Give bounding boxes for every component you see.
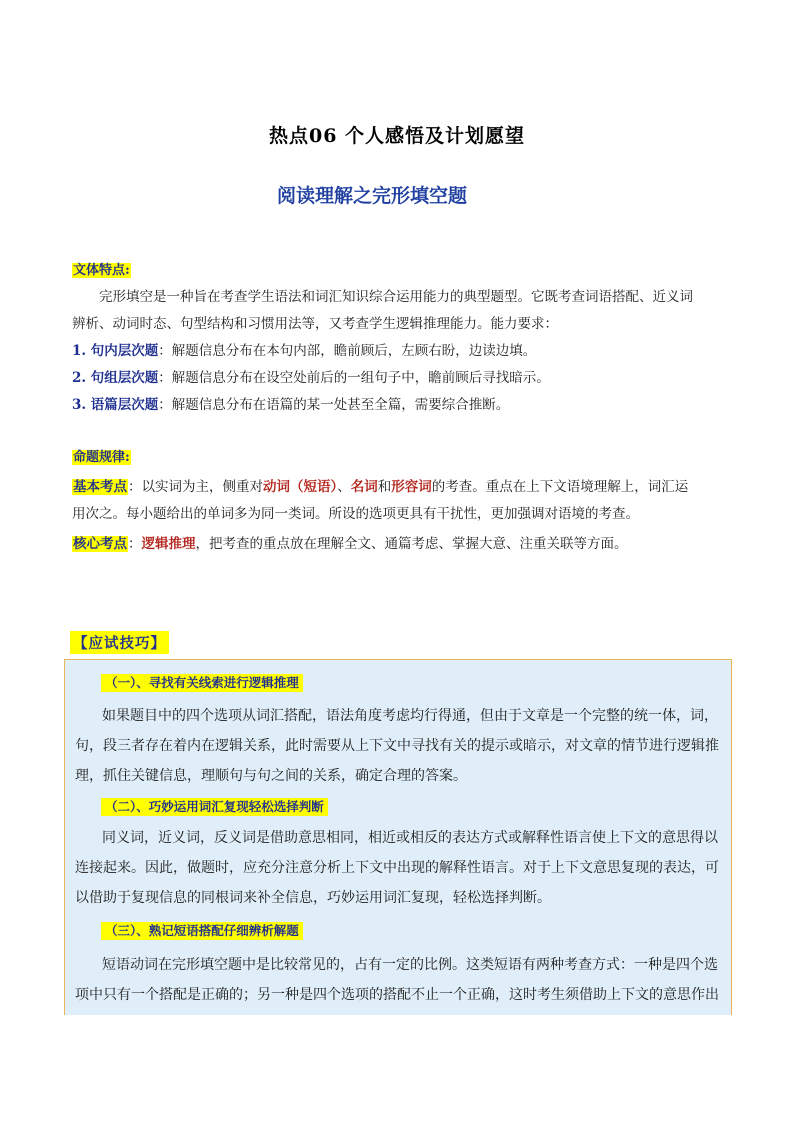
mingti-section xyxy=(72,444,728,558)
wenti-label: 文体特点: xyxy=(73,263,130,278)
wenti-item-2: 2. 句组层次题：解题信息分布在设空处前后的一组句子中，瞻前顾后寻找暗示。 xyxy=(72,370,550,386)
tips-box xyxy=(64,659,732,1015)
basic-line1: 基本考点：以实词为主，侧重对动词（短语）、名词和形容词的考查。重点在上下文语境理解上，词汇运 xyxy=(73,479,689,495)
tip-body-1: 如果题目中的四个选项从词汇搭配，语法角度考虑均行得通，但由于文章是一个完整的统一体，词， 句，段三者存在着内在逻辑关系，此时需要从上下文中寻找有关的提示或暗示，对文章的情节进行逻辑推 理，抓住关键信息，理顺句与句之间的关系，确定合理的答案。 xyxy=(75,708,719,784)
mingti-label: 命题规律: xyxy=(73,450,130,465)
page-title: 热点06 个人感悟及计划愿望 xyxy=(268,125,526,147)
tip-body-2: 同义词，近义词，反义词是借助意思相同，相近或相反的表达方式或解释性语言使上下文的意思得以 连接起来。因此，做题时，应充分注意分析上下文中出现的解释性语言。对于上下文意思复现的表达，可 以借助于复现信息的同根词来补全信息，巧妙运用词汇复现，轻松选择判断。 xyxy=(75,830,719,906)
tips-header: 【应试技巧】 xyxy=(70,631,169,654)
basic-line2: 用次之。每小题给出的单词多为同一类词。所设的选项更具有干扰性，更加强调对语境的考查。 xyxy=(72,506,639,522)
page-subtitle: 阅读理解之完形填空题 xyxy=(276,185,467,207)
tip-heading-3: （三）、熟记短语搭配仔细辨析解题 xyxy=(101,922,303,940)
tip-heading-2: （二）、巧妙运用词汇复现轻松选择判断 xyxy=(101,798,328,816)
tip-heading-1: （一）、寻找有关线索进行逻辑推理 xyxy=(101,674,303,692)
core-line: 核心考点：逻辑推理，把考查的重点放在理解全文、通篇考虑、掌握大意、注重关联等方面。 xyxy=(73,536,628,552)
wenti-section xyxy=(72,257,728,419)
wenti-item-1: 1. 句内层次题：解题信息分布在本句内部，瞻前顾后，左顾右盼，边读边填。 xyxy=(72,343,537,359)
tip-body-3: 短语动词在完形填空题中是比较常见的，占有一定的比例。这类短语有两种考查方式：一种是四个选 项中只有一个搭配是正确的；另一种是四个选项的搭配不止一个正确，这时考生须借助上下文的意思作出 xyxy=(75,957,719,1003)
wenti-intro-line2: 辨析、动词时态、句型结构和习惯用法等，又考查学生逻辑推理能力。能力要求： xyxy=(72,316,558,332)
wenti-item-3: 3. 语篇层次题：解题信息分布在语篇的某一处甚至全篇，需要综合推断。 xyxy=(72,397,510,413)
wenti-intro-line1: 完形填空是一种旨在考查学生语法和词汇知识综合运用能力的典型题型。它既考查词语搭配、近义词 xyxy=(99,289,693,305)
